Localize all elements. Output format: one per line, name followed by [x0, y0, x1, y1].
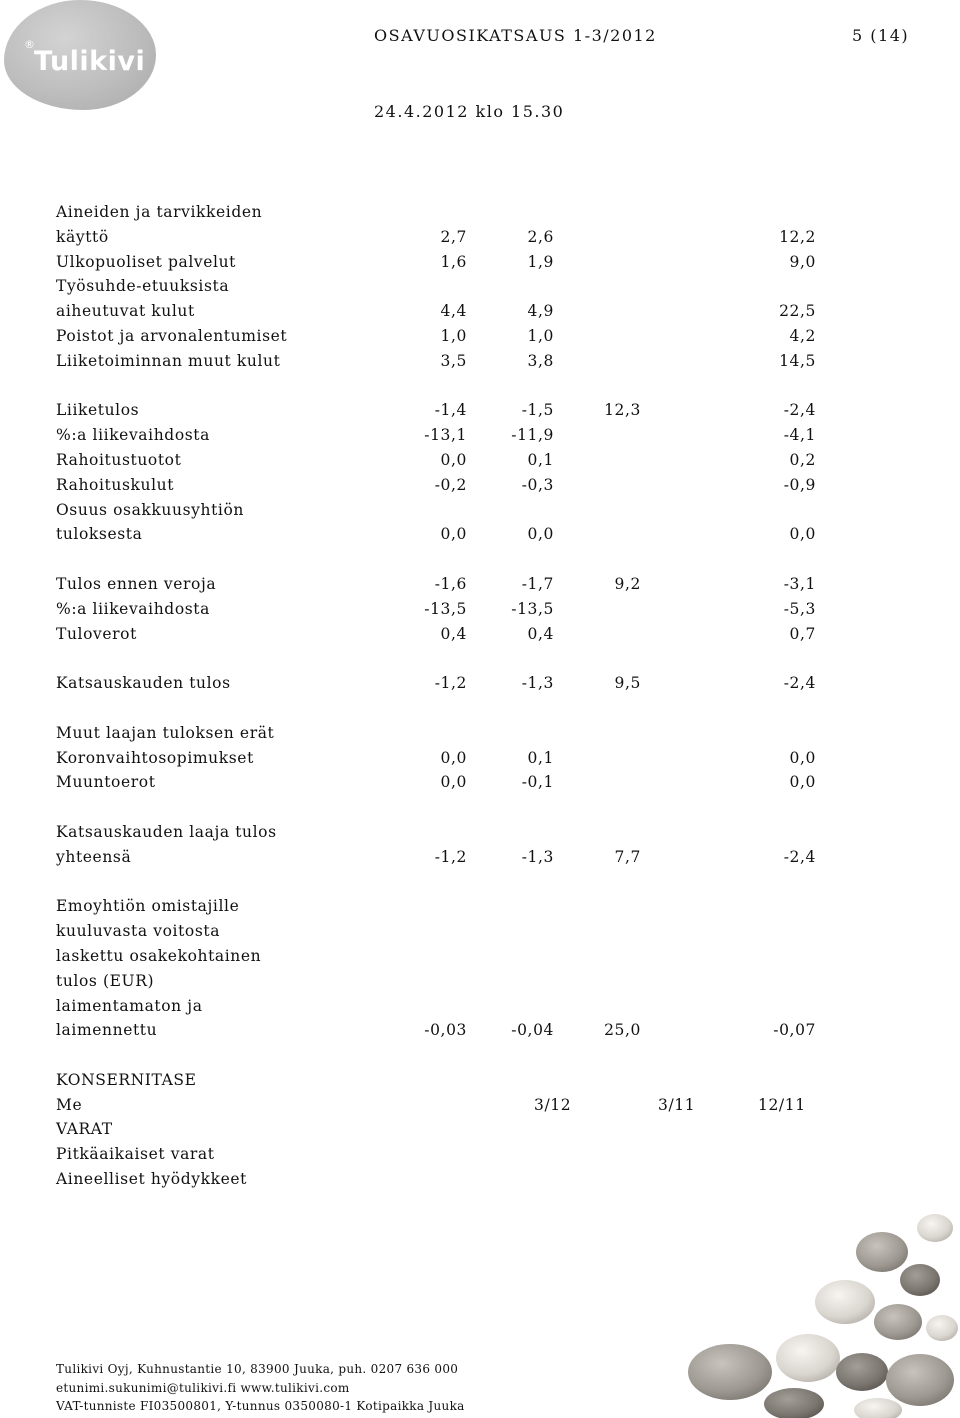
stone	[926, 1315, 958, 1341]
row-label: laimentamaton ja	[56, 996, 203, 1015]
row-label: yhteensä	[56, 847, 132, 866]
table-row	[56, 994, 826, 1019]
table-row	[56, 498, 826, 523]
value-cell: -0,3	[521, 475, 554, 494]
value-cell: 4,4	[440, 302, 467, 321]
stone	[886, 1354, 954, 1406]
stone	[836, 1353, 888, 1391]
table-row	[56, 622, 826, 647]
column-header: 12/11	[758, 1095, 806, 1114]
row-label: KONSERNITASE	[56, 1070, 197, 1089]
value-cell: 0,0	[440, 773, 467, 792]
value-cell: 14,5	[779, 351, 816, 370]
company-footer	[56, 1360, 465, 1416]
value-cell: 0,7	[789, 624, 816, 643]
value-cell: 1,0	[527, 326, 554, 345]
value-cell: 0,0	[440, 748, 467, 767]
value-cell: -0,07	[773, 1021, 816, 1040]
table-row	[56, 944, 826, 969]
value-cell: 1,0	[440, 326, 467, 345]
value-cell: 3,5	[440, 351, 467, 370]
value-cell: -13,1	[424, 426, 467, 445]
table-row	[56, 597, 826, 622]
row-label: VARAT	[56, 1120, 113, 1139]
value-cell: -4,1	[783, 426, 816, 445]
value-cell: 3,8	[527, 351, 554, 370]
table-row	[56, 423, 826, 448]
value-cell: 0,2	[789, 450, 816, 469]
row-label: Tuloverot	[56, 624, 137, 643]
row-label: Emoyhtiön omistajille	[56, 897, 240, 916]
row-label: Osuus osakkuusyhtiön	[56, 500, 244, 519]
table-row	[56, 845, 826, 870]
value-cell: -1,2	[434, 674, 467, 693]
row-label: Me	[56, 1095, 83, 1114]
stone	[900, 1264, 940, 1296]
stone	[764, 1388, 824, 1418]
value-cell: -0,04	[511, 1021, 554, 1040]
value-cell: 4,9	[527, 302, 554, 321]
row-label: aiheutuvat kulut	[56, 302, 195, 321]
row-label: Poistot ja arvonalentumiset	[56, 326, 288, 345]
row-label: Aineiden ja tarvikkeiden	[56, 203, 263, 221]
report-title: OSAVUOSIKATSAUS 1-3/2012	[374, 26, 657, 45]
value-cell: 0,0	[527, 525, 554, 544]
row-label: Koronvaihtosopimukset	[56, 748, 254, 767]
value-cell: 0,1	[527, 450, 554, 469]
page-number: 5 (14)	[852, 26, 910, 45]
table-row	[56, 1018, 826, 1043]
table-row	[56, 349, 826, 374]
table-row	[56, 324, 826, 349]
value-cell: -3,1	[783, 574, 816, 593]
value-cell: 12,3	[604, 401, 641, 420]
value-cell: -5,3	[783, 599, 816, 618]
blank-row	[56, 547, 826, 572]
value-cell: 1,6	[440, 252, 467, 271]
value-cell: 22,5	[779, 302, 816, 321]
row-label: tuloksesta	[56, 525, 143, 544]
table-row	[56, 225, 826, 250]
row-label: Ulkopuoliset palvelut	[56, 252, 236, 271]
row-label: Muuntoerot	[56, 773, 156, 792]
value-cell: 2,6	[527, 227, 554, 246]
table-row	[56, 473, 826, 498]
value-cell: -1,2	[434, 847, 467, 866]
value-cell: -2,4	[783, 401, 816, 420]
row-label: tulos (EUR)	[56, 971, 155, 990]
table-row	[56, 721, 826, 746]
stone	[815, 1280, 875, 1324]
column-header: 3/12	[534, 1095, 572, 1114]
table-row	[56, 894, 826, 919]
row-label: Katsauskauden laaja tulos	[56, 822, 277, 841]
footer-address: Tulikivi Oyj, Kuhnustantie 10, 83900 Juuka, puh. 0207 636 000	[56, 1362, 459, 1376]
table-row	[56, 919, 826, 944]
row-label: Tulos ennen veroja	[56, 574, 217, 593]
value-cell: -11,9	[511, 426, 554, 445]
value-cell: 0,4	[440, 624, 467, 643]
value-cell: -1,3	[521, 847, 554, 866]
table-row	[56, 1117, 826, 1142]
table-row	[56, 398, 826, 423]
value-cell: -1,7	[521, 574, 554, 593]
blank-row	[56, 870, 826, 895]
value-cell: 0,4	[527, 624, 554, 643]
stone	[856, 1232, 908, 1272]
table-row	[56, 448, 826, 473]
value-cell: 0,0	[789, 748, 816, 767]
table-row	[56, 770, 826, 795]
row-label: laimennettu	[56, 1021, 158, 1040]
row-label: Muut laajan tuloksen erät	[56, 723, 275, 742]
value-cell: 12,2	[779, 227, 816, 246]
row-label: Liiketulos	[56, 401, 140, 420]
row-label: Katsauskauden tulos	[56, 674, 231, 693]
decorative-stones-image	[630, 1210, 960, 1418]
value-cell: -2,4	[783, 674, 816, 693]
registered-mark: ®	[24, 38, 35, 51]
row-label: %:a liikevaihdosta	[56, 426, 210, 445]
row-label: Liiketoiminnan muut kulut	[56, 351, 281, 370]
value-cell: 4,2	[789, 326, 816, 345]
value-cell: -0,2	[434, 475, 467, 494]
value-cell: -1,4	[434, 401, 467, 420]
stone	[917, 1214, 953, 1242]
row-label: Aineelliset hyödykkeet	[56, 1170, 247, 1189]
row-label: Rahoituskulut	[56, 475, 175, 494]
table-row	[56, 250, 826, 275]
blank-row	[56, 1043, 826, 1068]
blank-row	[56, 696, 826, 721]
value-cell: 0,1	[527, 748, 554, 767]
table-row	[56, 200, 826, 225]
value-cell: -13,5	[511, 599, 554, 618]
table-row	[56, 969, 826, 994]
value-cell: 1,9	[527, 252, 554, 271]
row-label: Työsuhde-etuuksista	[56, 277, 230, 296]
table-row	[56, 522, 826, 547]
row-label: %:a liikevaihdosta	[56, 599, 210, 618]
row-label: Rahoitustuotot	[56, 450, 182, 469]
value-cell: 9,5	[614, 674, 641, 693]
footer-vat: VAT-tunniste FI03500801, Y-tunnus 0350080-1 Kotipaikka Juuka	[56, 1399, 465, 1413]
value-cell: 9,0	[789, 252, 816, 271]
blank-row	[56, 646, 826, 671]
blank-row	[56, 795, 826, 820]
value-cell: -1,5	[521, 401, 554, 420]
table-row	[56, 1068, 826, 1093]
stone	[688, 1344, 772, 1400]
table-row	[56, 1167, 826, 1192]
value-cell: 0,0	[789, 525, 816, 544]
value-cell: -0,9	[783, 475, 816, 494]
row-label: kuuluvasta voitosta	[56, 922, 221, 941]
stone	[874, 1304, 922, 1340]
financial-table	[56, 200, 826, 1192]
table-row	[56, 274, 826, 299]
table-row	[56, 572, 826, 597]
value-cell: 7,7	[614, 847, 641, 866]
tulikivi-logo	[4, 0, 156, 110]
value-cell: -1,6	[434, 574, 467, 593]
value-cell: -13,5	[424, 599, 467, 618]
table-row	[56, 1093, 826, 1118]
value-cell: 0,0	[440, 525, 467, 544]
value-cell: -1,3	[521, 674, 554, 693]
stone	[854, 1398, 902, 1418]
value-cell: 0,0	[440, 450, 467, 469]
table-row	[56, 671, 826, 696]
logo-text: Tulikivi	[34, 46, 146, 77]
value-cell: 9,2	[614, 574, 641, 593]
report-date: 24.4.2012 klo 15.30	[374, 102, 565, 121]
value-cell: 0,0	[789, 773, 816, 792]
value-cell: -0,03	[424, 1021, 467, 1040]
row-label: käyttö	[56, 227, 109, 246]
stone	[776, 1334, 840, 1382]
blank-row	[56, 374, 826, 399]
table-row	[56, 1142, 826, 1167]
value-cell: 2,7	[440, 227, 467, 246]
footer-contact: etunimi.sukunimi@tulikivi.fi www.tulikivi.com	[56, 1380, 350, 1395]
value-cell: -0,1	[521, 773, 554, 792]
value-cell: -2,4	[783, 847, 816, 866]
row-label: laskettu osakekohtainen	[56, 946, 262, 965]
column-header: 3/11	[658, 1095, 696, 1114]
table-row	[56, 820, 826, 845]
table-row	[56, 746, 826, 771]
value-cell: 25,0	[604, 1021, 641, 1040]
table-row	[56, 299, 826, 324]
row-label: Pitkäaikaiset varat	[56, 1145, 215, 1164]
